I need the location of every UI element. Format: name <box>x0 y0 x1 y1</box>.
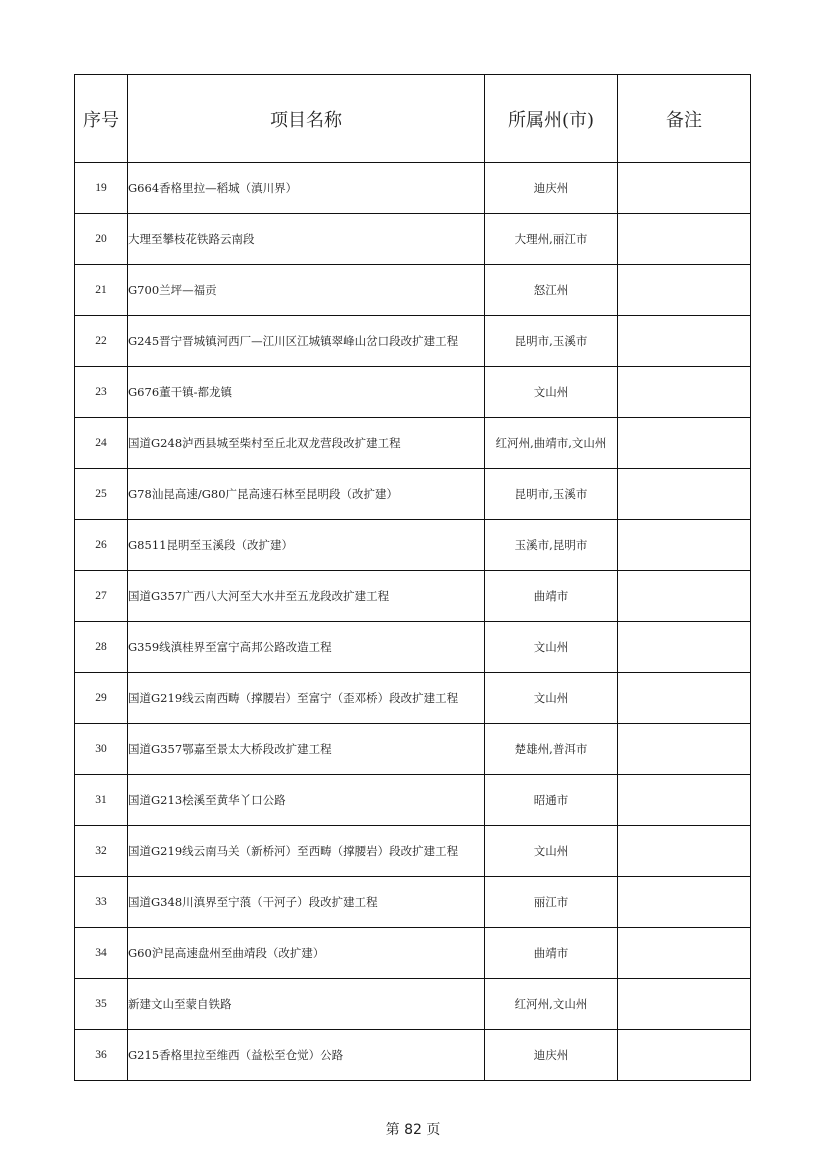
table-row <box>75 469 751 520</box>
row-project-name: G215香格里拉至维西（益松至仓觉）公路 <box>128 1030 485 1081</box>
table-row <box>75 571 751 622</box>
row-serial-number: 22 <box>75 316 128 367</box>
table-row <box>75 265 751 316</box>
row-project-name: G664香格里拉—稻城（滇川界） <box>128 163 485 214</box>
row-serial-number: 26 <box>75 520 128 571</box>
table-row <box>75 673 751 724</box>
row-note <box>618 469 751 520</box>
row-region: 文山州 <box>485 622 618 673</box>
table-row <box>75 826 751 877</box>
row-region: 迪庆州 <box>485 1030 618 1081</box>
row-note <box>618 622 751 673</box>
table-row <box>75 1030 751 1081</box>
row-region: 玉溪市,昆明市 <box>485 520 618 571</box>
row-project-name: 国道G248泸西县城至柴村至丘北双龙营段改扩建工程 <box>128 418 485 469</box>
row-region: 曲靖市 <box>485 928 618 979</box>
row-serial-number: 30 <box>75 724 128 775</box>
row-region: 文山州 <box>485 367 618 418</box>
row-note <box>618 520 751 571</box>
row-region: 怒江州 <box>485 265 618 316</box>
table-row <box>75 418 751 469</box>
row-project-name: G245晋宁晋城镇河西厂—江川区江城镇翠峰山岔口段改扩建工程 <box>128 316 485 367</box>
project-table <box>74 74 751 1081</box>
row-project-name: 国道G357广西八大河至大水井至五龙段改扩建工程 <box>128 571 485 622</box>
row-region: 红河州,曲靖市,文山州 <box>485 418 618 469</box>
row-note <box>618 316 751 367</box>
row-region: 楚雄州,普洱市 <box>485 724 618 775</box>
row-region: 昆明市,玉溪市 <box>485 316 618 367</box>
row-note <box>618 775 751 826</box>
row-note <box>618 367 751 418</box>
row-region: 丽江市 <box>485 877 618 928</box>
row-project-name: 国道G348川滇界至宁蒗（干河子）段改扩建工程 <box>128 877 485 928</box>
row-note <box>618 214 751 265</box>
row-note <box>618 673 751 724</box>
header-serial-number: 序号 <box>75 75 128 163</box>
row-serial-number: 34 <box>75 928 128 979</box>
row-serial-number: 29 <box>75 673 128 724</box>
row-project-name: 大理至攀枝花铁路云南段 <box>128 214 485 265</box>
row-serial-number: 20 <box>75 214 128 265</box>
row-serial-number: 32 <box>75 826 128 877</box>
table-row <box>75 877 751 928</box>
row-note <box>618 1030 751 1081</box>
row-serial-number: 27 <box>75 571 128 622</box>
row-note <box>618 418 751 469</box>
table-row <box>75 775 751 826</box>
row-project-name: 新建文山至蒙自铁路 <box>128 979 485 1030</box>
row-serial-number: 25 <box>75 469 128 520</box>
row-project-name: 国道G213桧溪至黄华丫口公路 <box>128 775 485 826</box>
row-serial-number: 28 <box>75 622 128 673</box>
table-row <box>75 316 751 367</box>
header-note: 备注 <box>618 75 751 163</box>
row-serial-number: 36 <box>75 1030 128 1081</box>
header-region: 所属州(市) <box>485 75 618 163</box>
row-project-name: 国道G357鄂嘉至景太大桥段改扩建工程 <box>128 724 485 775</box>
table-row <box>75 622 751 673</box>
row-region: 大理州,丽江市 <box>485 214 618 265</box>
table-row <box>75 520 751 571</box>
row-serial-number: 35 <box>75 979 128 1030</box>
row-note <box>618 877 751 928</box>
table-row <box>75 724 751 775</box>
row-serial-number: 31 <box>75 775 128 826</box>
table-row <box>75 928 751 979</box>
row-project-name: G359线滇桂界至富宁高邦公路改造工程 <box>128 622 485 673</box>
row-note <box>618 724 751 775</box>
row-region: 文山州 <box>485 826 618 877</box>
row-serial-number: 33 <box>75 877 128 928</box>
page-number: 第 82 页 <box>385 1122 441 1138</box>
row-region: 迪庆州 <box>485 163 618 214</box>
row-region: 曲靖市 <box>485 571 618 622</box>
table-row <box>75 367 751 418</box>
row-project-name: 国道G219线云南马关（新桥河）至西畴（撑腰岩）段改扩建工程 <box>128 826 485 877</box>
row-note <box>618 979 751 1030</box>
row-note <box>618 163 751 214</box>
row-region: 昆明市,玉溪市 <box>485 469 618 520</box>
row-note <box>618 265 751 316</box>
table-row <box>75 163 751 214</box>
row-serial-number: 23 <box>75 367 128 418</box>
row-project-name: G8511昆明至玉溪段（改扩建） <box>128 520 485 571</box>
row-note <box>618 571 751 622</box>
table-header-row <box>75 75 751 163</box>
row-project-name: G676董干镇-都龙镇 <box>128 367 485 418</box>
row-region: 文山州 <box>485 673 618 724</box>
table-row <box>75 979 751 1030</box>
row-serial-number: 24 <box>75 418 128 469</box>
row-serial-number: 21 <box>75 265 128 316</box>
row-project-name: 国道G219线云南西畴（撑腰岩）至富宁（歪邓桥）段改扩建工程 <box>128 673 485 724</box>
row-region: 红河州,文山州 <box>485 979 618 1030</box>
header-project-name: 项目名称 <box>128 75 485 163</box>
row-note <box>618 928 751 979</box>
row-project-name: G60沪昆高速盘州至曲靖段（改扩建） <box>128 928 485 979</box>
row-project-name: G78汕昆高速/G80广昆高速石林至昆明段（改扩建） <box>128 469 485 520</box>
row-serial-number: 19 <box>75 163 128 214</box>
row-note <box>618 826 751 877</box>
table-row <box>75 214 751 265</box>
row-project-name: G700兰坪—福贡 <box>128 265 485 316</box>
row-region: 昭通市 <box>485 775 618 826</box>
